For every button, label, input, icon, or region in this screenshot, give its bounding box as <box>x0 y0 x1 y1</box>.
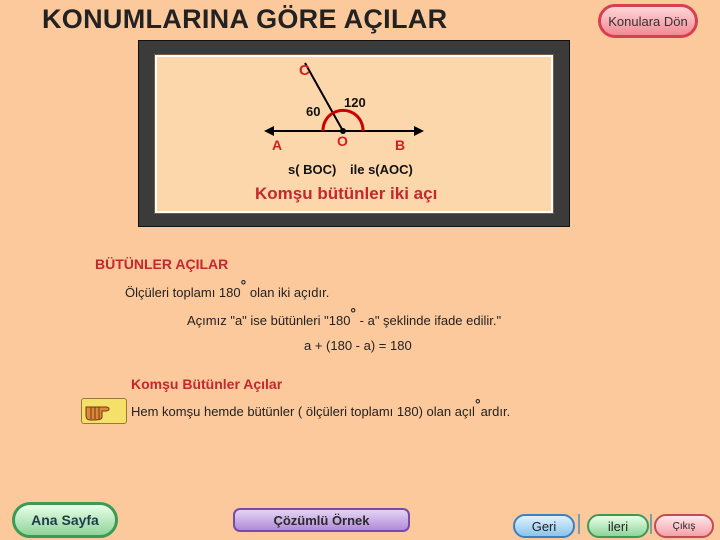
diagram-caption-boc: s( BOC) <box>288 162 337 177</box>
label-c: C <box>299 62 310 79</box>
nav-divider <box>650 514 652 534</box>
pointing-hand-icon <box>81 398 127 424</box>
label-120: 120 <box>344 95 366 110</box>
home-button[interactable]: Ana Sayfa <box>12 502 118 538</box>
section-supplementary-title: BÜTÜNLER AÇILAR <box>95 256 229 272</box>
diagram-caption-main: Komşu bütünler iki açı <box>255 184 438 203</box>
section-adjacent-title: Komşu Bütünler Açılar <box>131 376 283 392</box>
label-60: 60 <box>306 104 321 119</box>
diagram-caption-aoc: ile s(AOC) <box>350 162 413 177</box>
label-a: A <box>272 137 283 153</box>
label-b: B <box>395 137 406 153</box>
exit-button[interactable]: Çıkış <box>654 514 714 538</box>
arrow-left-icon <box>264 126 274 136</box>
back-to-topics-button[interactable]: Konulara Dön <box>598 4 698 38</box>
next-button[interactable]: ileri <box>587 514 649 538</box>
previous-button[interactable]: Geri <box>513 514 575 538</box>
page-title: KONUMLARINA GÖRE AÇILAR <box>42 4 448 34</box>
nav-divider <box>578 514 580 534</box>
arc-60 <box>323 113 333 131</box>
arrow-right-icon <box>414 126 424 136</box>
solved-example-button[interactable]: Çözümlü Örnek <box>233 508 410 532</box>
supplementary-expression: Açımız "a" ise bütünleri "180° - a" şeklinde ifade edilir." <box>187 305 502 328</box>
adjacent-supplementary-definition: Hem komşu hemde bütünler ( ölçüleri toplamı 180) olan açıl°ardır. <box>131 396 511 419</box>
supplementary-formula: a + (180 - a) = 180 <box>304 338 412 353</box>
supplementary-definition: Ölçüleri toplamı 180° olan iki açıdır. <box>125 277 330 300</box>
label-o: O <box>337 133 348 149</box>
